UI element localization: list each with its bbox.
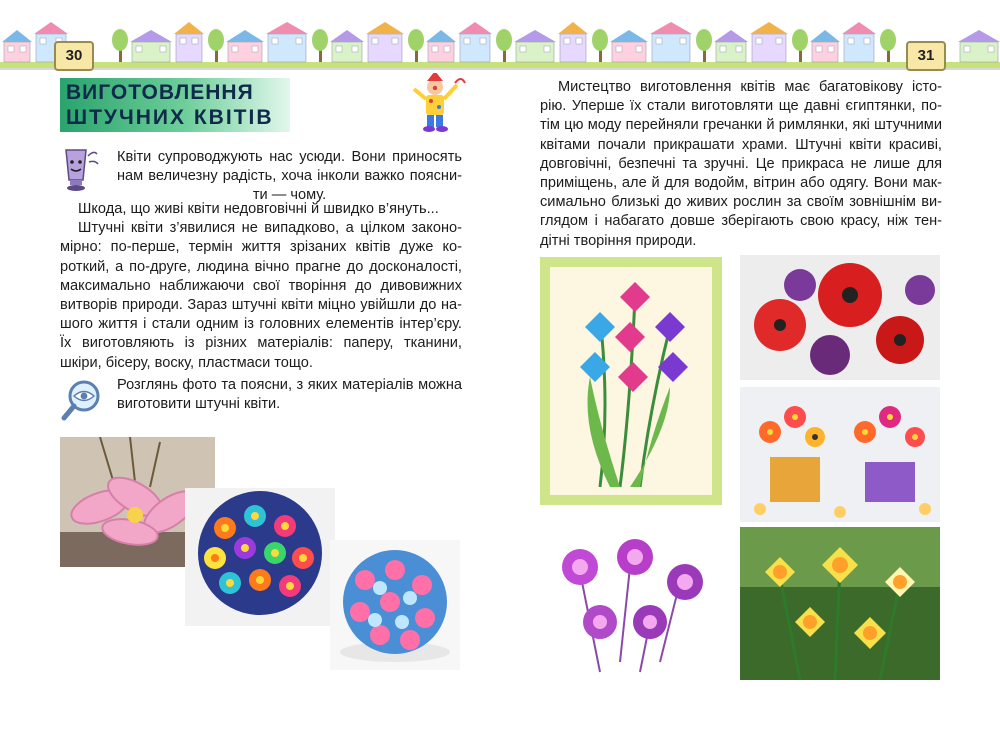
village-illustration [0, 0, 1000, 78]
photo-paper-quilling-ball [185, 488, 335, 626]
title-line-2: ШТУЧНИХ КВІТІВ [66, 106, 274, 129]
body-line: шого життя і стали одним із головних елементів інтер’єру. [60, 316, 462, 333]
photo-daffodils [740, 527, 940, 680]
photo-ribbon-roses-ball [330, 540, 460, 670]
glass-character-icon [60, 146, 100, 196]
photo-fabric-poppies [740, 255, 940, 380]
body-line: Мистецтво виготовлення квітів має багатовікову істо- [558, 79, 942, 95]
intro-line: Квіти супроводжують нас усюди. Вони приносять [117, 149, 462, 165]
task-line: виготовити штучні квіти. [117, 396, 281, 413]
task-line: Розглянь фото та поясни, з яких матеріалів можна [117, 377, 462, 393]
intro-line: нам величезну радість, хоча інколи важко поясни- [117, 168, 462, 185]
body-line: приміщень, але й для водойм, вітрин або одягу. Вони мак- [540, 175, 942, 192]
page-number-right: 31 [906, 41, 946, 71]
section-title [60, 78, 290, 132]
body-line: максимально наближаючи свої творіння до дивовижних [60, 277, 462, 294]
intro-paragraph [117, 148, 462, 206]
photo-paper-flowers-in-boxes [740, 387, 940, 522]
body-line: дітні творіння природи. [540, 232, 697, 249]
magnifier-eye-icon [60, 378, 104, 422]
body-line: рію. Уперше їх стали виготовляти ще давні єгиптянки, по- [540, 98, 942, 115]
body-line: симально близькі до живих рослин за своїм зовнішнім ви- [540, 194, 942, 211]
body-line: Їх виготовляють із різних матеріалів: паперу, тканини, [60, 335, 462, 352]
intro-line: ти — чому. [252, 187, 327, 204]
body-line: Шкода, що живі квіти недовговічні й швидко в’януть... [78, 201, 439, 217]
body-line: Штучні квіти з’явилися не випадково, а цілком законо- [78, 220, 462, 237]
right-body-text [540, 78, 942, 251]
photo-origami-bellflowers [540, 257, 722, 505]
page-number-left: 30 [54, 41, 94, 71]
body-line: мірно: по-перше, термін життя зрізаних квітів дуже ко- [60, 239, 462, 256]
body-line: квітами почали прикрашати храми. Штучні квіти красиві, [540, 136, 942, 153]
body-line: глядом і набагато довше зберігають свою красу, ніж тен- [540, 213, 942, 230]
photo-purple-silk-flowers [540, 512, 722, 680]
body-line: роткий, а по-друге, людина вічно прагне до досконалості, [60, 258, 462, 275]
task-paragraph [117, 376, 462, 414]
clown-mascot-icon [405, 73, 467, 133]
title-line-1: ВИГОТОВЛЕННЯ [66, 81, 254, 104]
header-village-border [0, 0, 1000, 78]
body-line: витворів природи. Зараз штучні квіти міцно увійшли до на- [60, 297, 462, 314]
left-body-text [60, 200, 462, 373]
body-line: довговічні, безпечні та зручні. Це прикраса не лише для [540, 155, 942, 172]
body-line: тім цю моду перейняли гречанки й римлянки, які штучними [540, 117, 942, 134]
body-line: шкіри, бісеру, воску, пластмаси тощо. [60, 354, 313, 371]
